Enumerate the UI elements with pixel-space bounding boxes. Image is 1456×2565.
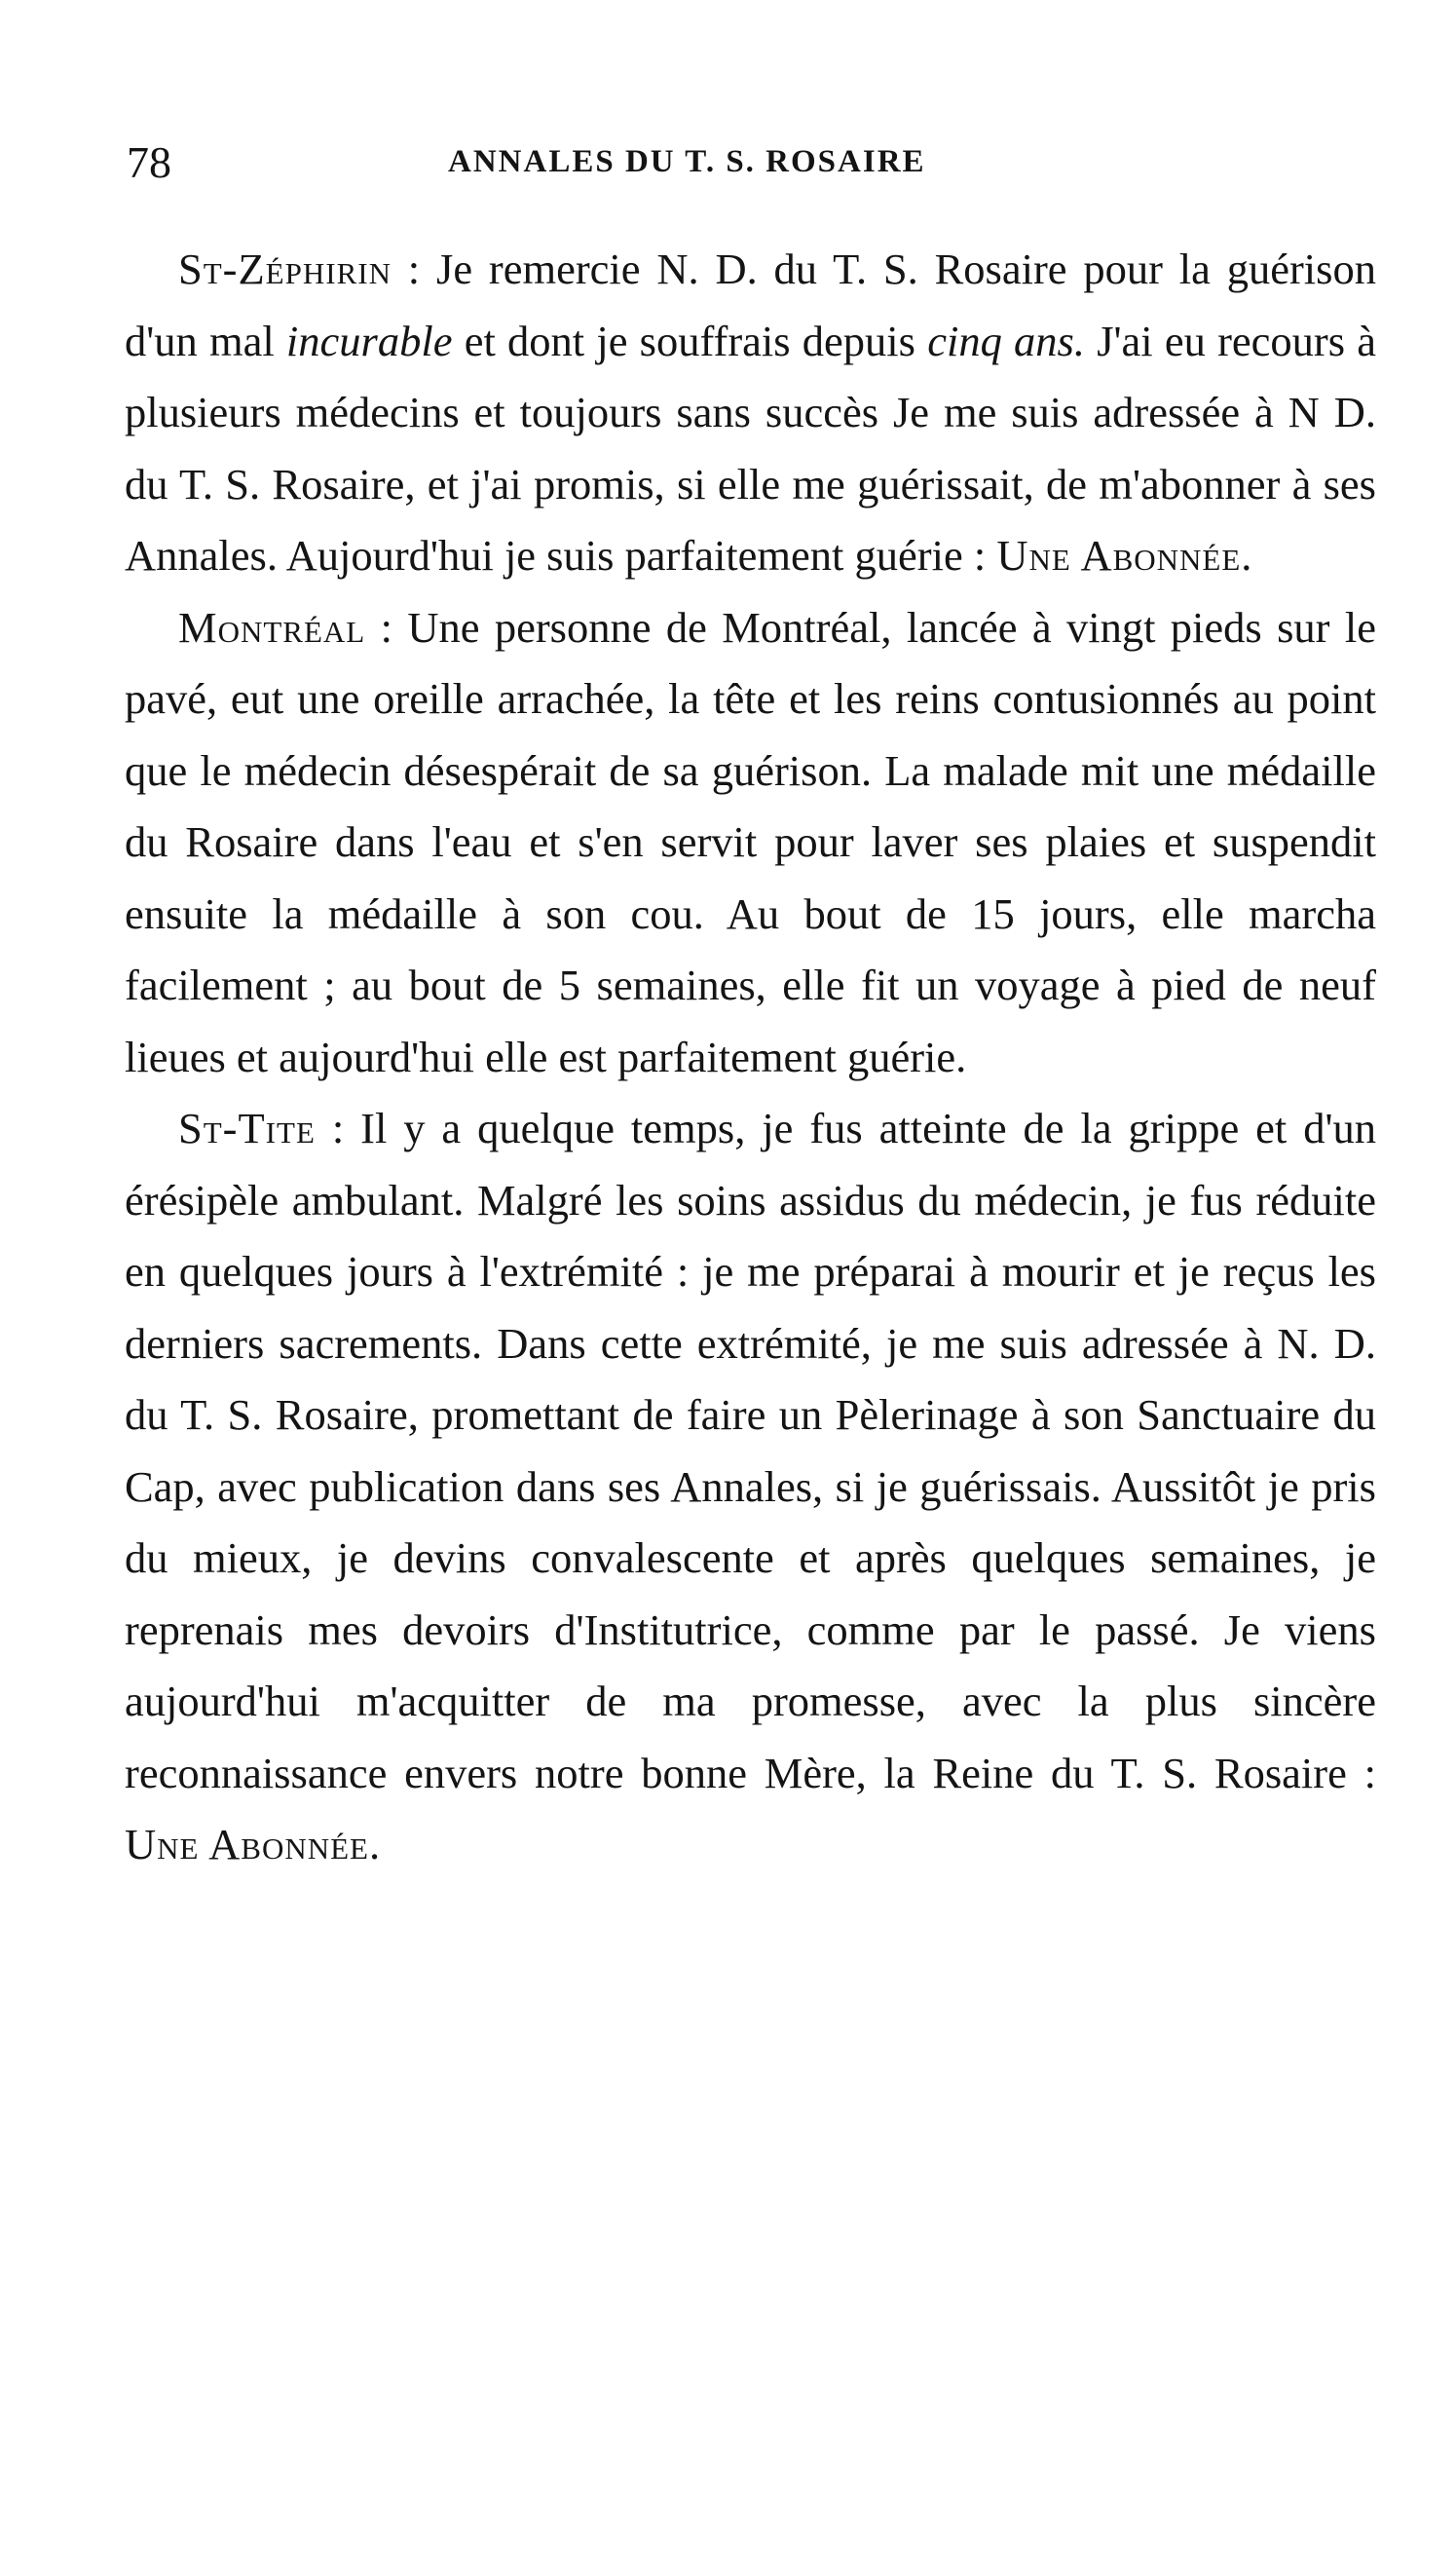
page-number: 78 <box>127 137 171 187</box>
page-header <box>127 136 1373 195</box>
testimony-text: : Je remercie N. D. du T. S. Rosaire pour la guérison d'un mal <box>125 245 1376 365</box>
signature: Une Abonnée. <box>125 1820 382 1868</box>
page-body <box>125 234 1376 1881</box>
testimony-text: : Il y a quelque temps, je fus atteinte de la grippe et d'un érésipèle ambulant. Malgré les soins assidus du médecin, je fus réduite en quelques jours à l'extrémité : je me préparai à mourir et je reçus les derniers sacrements. Dans cette extrémité, je me suis adressée à N. D. du T. S. Rosaire, promettant de faire un Pèlerinage à son Sanctuaire du Cap, avec publication dans ses Annales, si je guérissais. Aussitôt je pris du mieux, je devins convalescente et après quelques semaines, je reprenais mes devoirs d'Institutrice, comme par le passé. Je viens aujourd'hui m'acquitter de ma promesse, avec la plus sincère reconnaissance envers notre bonne Mère, la Reine du T. S. Rosaire : <box>125 1104 1376 1797</box>
testimony-st-tite <box>125 1093 1376 1881</box>
testimony-text: et dont je souffrais depuis <box>452 316 928 365</box>
place-name: St-Zéphirin <box>178 245 392 293</box>
emphasis-text: incurable <box>285 316 453 365</box>
signature: Une Abonnée. <box>996 531 1253 580</box>
place-name: Montréal <box>178 602 366 652</box>
running-head: ANNALES DU T. S. ROSAIRE <box>448 144 926 179</box>
place-name: St-Tite <box>178 1104 316 1152</box>
testimony-st-zephirin <box>125 234 1376 592</box>
testimony-text: : Une personne de Montréal, lancée à vingt pieds sur le pavé, eut une oreille arrachée, la tête et les reins contusionnés au point que le médecin désespérait de sa guérison. La malade mit une médaille du Rosaire dans l'eau et s'en servit pour laver ses plaies et suspendit ensuite la médaille à son cou. Au bout de 15 jours, elle marcha facilement ; au bout de 5 semaines, elle fit un voyage à pied de neuf lieues et aujourd'hui elle est parfaitement guérie. <box>125 602 1376 1081</box>
testimony-montreal <box>125 592 1376 1094</box>
testimony-text: J'ai eu recours à plusieurs médecins et toujours sans succès Je me suis adressée à N D. du T. S. Rosaire, et j'ai promis, si elle me guérissait, de m'abonner à ses Annales. Aujourd'hui je suis parfaitement guérie : <box>125 316 1376 580</box>
emphasis-text: cinq ans. <box>927 316 1085 365</box>
